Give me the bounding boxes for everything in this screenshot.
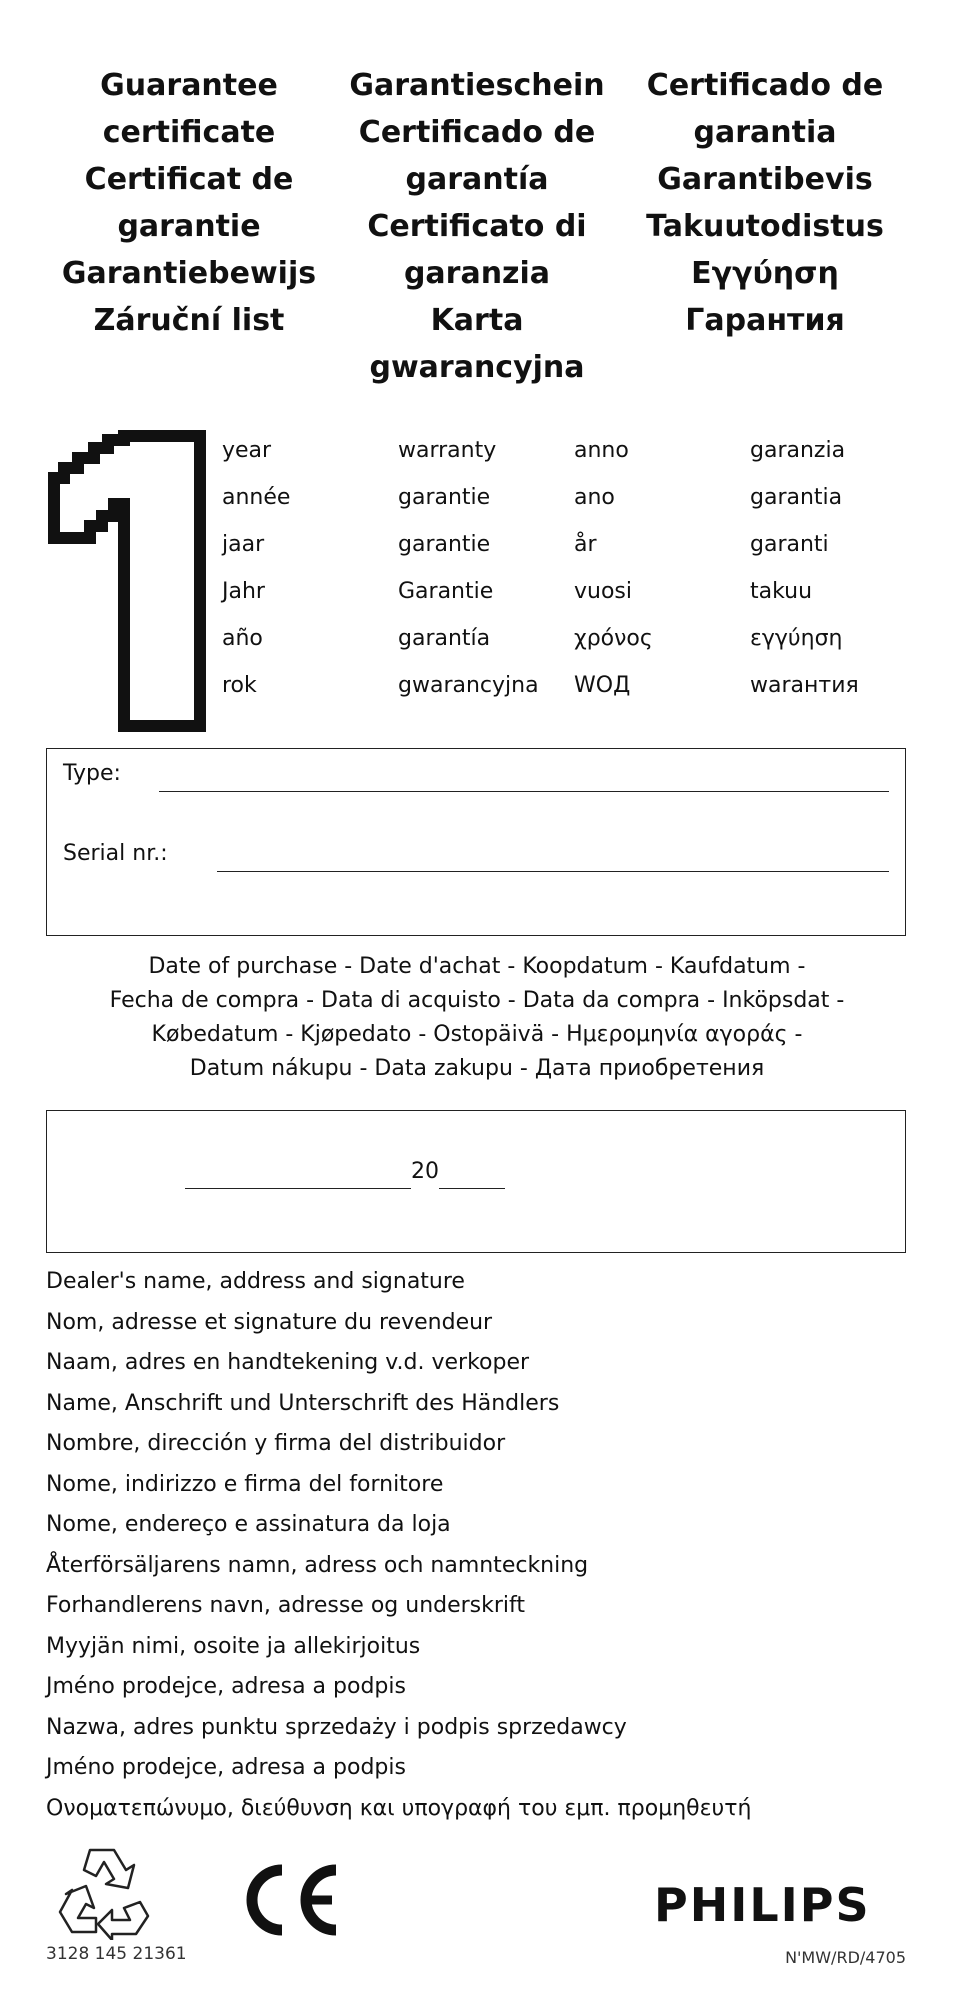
date-of-purchase-caption	[46, 950, 908, 1086]
dealer-line: Nazwa, adres punktu sprzedaży i podpis sprzedawcy	[46, 1714, 627, 1740]
word: gwarancyjna	[398, 673, 539, 698]
purchase-line: Date of purchase - Date d'achat - Koopdatum - Kaufdatum -	[148, 954, 806, 979]
serial-label: Serial nr.:	[63, 841, 168, 866]
title-column-2	[334, 62, 620, 391]
title-line: garanzia	[403, 256, 551, 291]
title-line: Garantiebewijs	[61, 256, 317, 291]
title-line: Záruční list	[93, 303, 285, 338]
word: år	[574, 532, 597, 557]
dealer-line: Återförsäljarens namn, adress och namnteckning	[46, 1552, 589, 1578]
dealer-line: Ονοματεπώνυμο, διεύθυνση και υπογραφή του εμπ. προμηθευτή	[46, 1795, 752, 1821]
word: jaar	[222, 532, 265, 557]
word: takuu	[750, 579, 813, 604]
dealer-line: Jméno prodejce, adresa a podpis	[46, 1755, 406, 1780]
big-number-one-graphic	[44, 430, 208, 732]
warranty-word-table	[222, 427, 922, 709]
title-line: Certificado de	[646, 68, 884, 103]
dealer-line: Nom, adresse et signature du revendeur	[46, 1309, 493, 1335]
title-line: Karta	[430, 303, 524, 338]
serial-field[interactable]	[217, 871, 889, 872]
dealer-signature-caption	[46, 1262, 916, 1829]
title-line: gwarancyjna	[369, 350, 585, 385]
word: año	[222, 626, 263, 651]
ce-mark	[238, 1862, 342, 1938]
year-blank[interactable]	[439, 1164, 505, 1189]
word: WOД	[574, 673, 631, 698]
word: ano	[574, 485, 615, 510]
product-info-box	[46, 748, 906, 936]
word: rok	[222, 673, 257, 698]
word: warranty	[398, 438, 497, 463]
title-column-3	[622, 62, 908, 391]
word: garanzia	[750, 438, 846, 463]
dealer-line: Name, Anschrift und Unterschrift des Händlers	[46, 1390, 560, 1416]
dealer-line: Dealer's name, address and signature	[46, 1269, 465, 1294]
dealer-line: Jméno prodejce, adresa a podpis	[46, 1674, 406, 1699]
dealer-line: Forhandlerens navn, adresse og underskrift	[46, 1593, 526, 1618]
title-line: garantie	[117, 209, 261, 244]
word: Garantie	[398, 579, 494, 604]
purchase-date-field[interactable]	[185, 1155, 505, 1189]
word: warантия	[750, 673, 859, 698]
document-code: N'MW/RD/4705	[785, 1948, 906, 1967]
title-line: Certificato di	[367, 209, 587, 244]
title-line: garantia	[693, 115, 837, 150]
part-number: 3128 145 21361	[46, 1944, 187, 1964]
title-column-1	[46, 62, 332, 391]
word: année	[222, 485, 291, 510]
title-line: Garantibevis	[657, 162, 873, 197]
dealer-line: Myyjän nimi, osoite ja allekirjoitus	[46, 1633, 421, 1659]
title-line: garantía	[405, 162, 549, 197]
date-blank[interactable]	[185, 1164, 411, 1189]
title-line: Certificat de	[84, 162, 294, 197]
type-label: Type:	[63, 761, 121, 786]
word: Jahr	[222, 579, 265, 604]
dealer-line: Naam, adres en handtekening v.d. verkoper	[46, 1350, 530, 1375]
word: vuosi	[574, 579, 632, 604]
dealer-line: Nome, endereço e assinatura da loja	[46, 1512, 451, 1537]
recycle-icon	[52, 1840, 152, 1940]
purchase-line: Datum nákupu - Data zakupu - Дата приобретения	[189, 1056, 765, 1081]
word: χρόνος	[574, 626, 653, 651]
purchase-date-box	[46, 1110, 906, 1253]
word: garantie	[398, 485, 491, 510]
word: garantia	[750, 485, 843, 510]
word: anno	[574, 438, 629, 463]
type-field[interactable]	[159, 791, 889, 792]
word: garanti	[750, 532, 829, 557]
dealer-line: Nome, indirizzo e firma del fornitore	[46, 1471, 444, 1497]
word: εγγύηση	[750, 626, 843, 651]
title-line: Guarantee	[100, 68, 278, 103]
year-prefix: 20	[411, 1159, 439, 1184]
title-line: Гарантия	[685, 303, 845, 338]
purchase-line: Købedatum - Kjøpedato - Ostopäivä - Ημερομηνία αγοράς -	[151, 1022, 803, 1047]
dealer-line: Nombre, dirección y firma del distribuidor	[46, 1431, 506, 1456]
word: year	[222, 438, 272, 463]
certificate-titles	[46, 62, 908, 391]
purchase-line: Fecha de compra - Data di acquisto - Data da compra - Inköpsdat -	[109, 988, 845, 1013]
philips-logo: PHILIPS	[654, 1878, 871, 1932]
title-line: Εγγύηση	[691, 256, 839, 291]
word: garantie	[398, 532, 491, 557]
title-line: Takuutodistus	[646, 209, 884, 244]
title-line: Certificado de	[358, 115, 596, 150]
title-line: certificate	[102, 115, 276, 150]
title-line: Garantieschein	[349, 68, 605, 103]
word: garantía	[398, 626, 491, 651]
